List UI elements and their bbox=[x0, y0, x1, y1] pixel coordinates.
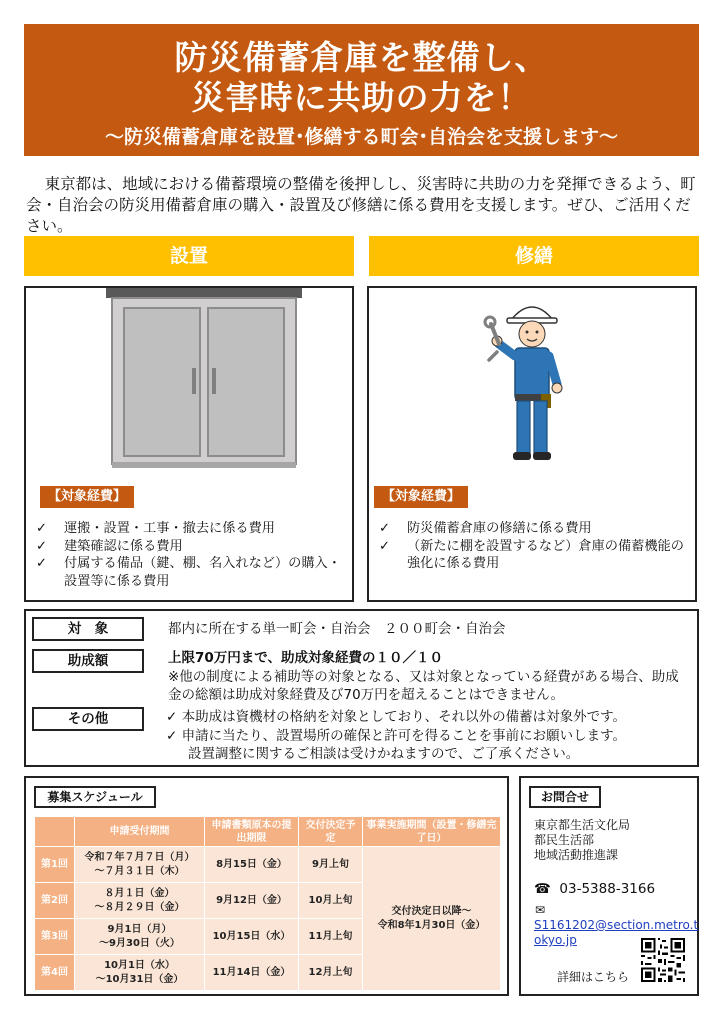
other-line-1: ✓ 本助成は資機材の格納を対象としており、それ以外の備蓄は対象外です。 bbox=[166, 709, 627, 725]
info-box bbox=[24, 609, 699, 767]
title-line-2: 災害時に共助の力を！ bbox=[191, 78, 532, 117]
contact-email-link[interactable]: S1161202@section.metro.tokyo.jp bbox=[534, 918, 699, 947]
check-icon: ✓ bbox=[379, 521, 391, 536]
shuzen-panel bbox=[367, 286, 697, 602]
schedule-label: 募集スケジュール bbox=[34, 786, 156, 808]
other-label: その他 bbox=[32, 707, 144, 731]
shuzen-items bbox=[379, 520, 689, 573]
table-row: 第4回 10月1日（水） ～10月31日（金） 11月14日（金） 12月上旬 bbox=[35, 955, 501, 991]
amount-note: ※他の制度による補助等の対象となる、又は対象となっている経費がある場合、助成金の総額は助成対象経費及び70万円を超えることはできません。 bbox=[168, 668, 679, 703]
subtitle: ～防災備蓄倉庫を設置･修繕する町会･自治会を支援します～ bbox=[104, 126, 618, 148]
setchi-tag: 【対象経費】 bbox=[40, 486, 134, 508]
check-icon: ✓ bbox=[379, 538, 391, 554]
list-item: ✓ 建築確認に係る費用 bbox=[36, 538, 183, 554]
contact-label: お問合せ bbox=[529, 786, 601, 808]
check-icon: ✓ bbox=[36, 521, 48, 536]
title-line-1: 防災備蓄倉庫を整備し、 bbox=[174, 38, 549, 77]
worker-illustration bbox=[477, 294, 587, 470]
shuzen-heading: 修繕 bbox=[369, 236, 699, 276]
contact-tel: ☎ 03-5388-3166 bbox=[534, 881, 656, 897]
qr-code-icon[interactable] bbox=[641, 938, 685, 982]
amount-label: 助成額 bbox=[32, 649, 144, 673]
other-line-3: 設置調整に関するご相談は受けかねますので、ご了承ください。 bbox=[188, 746, 580, 762]
list-item: ✓ 付属する備品（鍵、棚、名入れなど）の購入・設置等に係る費用 bbox=[36, 556, 341, 589]
title-banner bbox=[24, 24, 699, 156]
table-row: 第2回 ８月１日（金） ～８月２９日（金） 9月12日（金） 10月上旬 bbox=[35, 883, 501, 919]
other-block bbox=[166, 708, 691, 764]
header-decision: 交付決定予定 bbox=[299, 817, 363, 847]
check-icon: ✓ bbox=[36, 538, 48, 554]
table-row: 第3回 9月1日（月） ～9月30日（火） 10月15日（水） 11月上旬 bbox=[35, 919, 501, 955]
schedule-table bbox=[34, 816, 501, 991]
setchi-panel bbox=[24, 286, 354, 602]
implement-period: 交付決定日以降～ 令和8年1月30日（金） bbox=[363, 847, 501, 991]
list-item: ✓ 防災備蓄倉庫の修繕に係る費用 bbox=[379, 521, 592, 536]
contact-box bbox=[519, 776, 699, 996]
storage-shed-illustration bbox=[104, 288, 304, 470]
check-icon: ✓ bbox=[36, 556, 48, 571]
details-link[interactable]: 詳細はこちら bbox=[557, 970, 630, 984]
setchi-items bbox=[36, 520, 346, 590]
table-row: 第1回 令和７年７月７日（月） ～７月３１日（木） 8月15日（金） 9月上旬 交付決定日以降～ 令和8年1月30日（金） bbox=[35, 847, 501, 883]
shuzen-tag: 【対象経費】 bbox=[374, 486, 468, 508]
mail-icon: ✉ bbox=[535, 903, 546, 917]
intro-text: 東京都は、地域における備蓄環境の整備を後押しし、災害時に共助の力を発揮できるよう、町会・自治会の防災用備蓄倉庫の購入・設置及び修繕に係る費用を支援します。ぜひ、ご活用ください。 bbox=[26, 175, 696, 235]
list-item: ✓ （新たに棚を設置するなど）倉庫の備蓄機能の強化に係る費用 bbox=[379, 538, 684, 571]
header-period: 申請受付期間 bbox=[75, 817, 205, 847]
table-header-row bbox=[35, 817, 501, 847]
other-line-2: ✓ 申請に当たり、設置場所の確保と許可を得ることを事前にお願いします。 bbox=[166, 727, 627, 744]
amount-value: 上限70万円まで、助成対象経費の１０／１０ bbox=[168, 650, 444, 666]
contact-org: 東京都生活文化局 都民生活部 地域活動推進課 bbox=[534, 818, 631, 862]
schedule-box bbox=[24, 776, 509, 996]
header-implement: 事業実施期間（設置・修繕完了日） bbox=[363, 817, 501, 847]
list-item: ✓ 運搬・設置・工事・撤去に係る費用 bbox=[36, 521, 275, 536]
target-label: 対 象 bbox=[32, 617, 144, 641]
amount-block bbox=[168, 649, 691, 705]
setchi-heading: 設置 bbox=[24, 236, 354, 276]
header-round bbox=[35, 817, 75, 847]
phone-icon: ☎ bbox=[534, 881, 551, 897]
header-docs: 申請書類原本の提出期限 bbox=[205, 817, 299, 847]
target-value: 都内に所在する単一町会・自治会 ２００町会・自治会 bbox=[168, 621, 506, 637]
